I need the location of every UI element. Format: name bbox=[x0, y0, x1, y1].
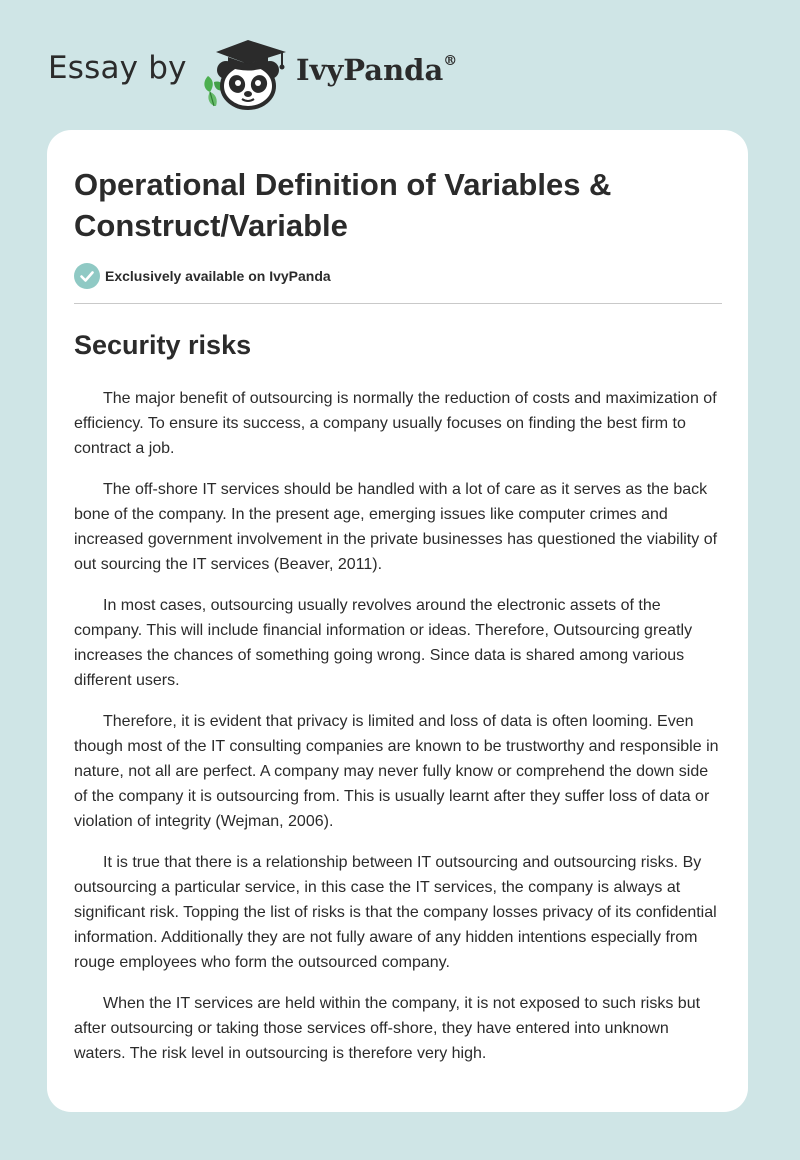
page-title: Operational Definition of Variables & Construct/Variable bbox=[74, 167, 612, 243]
paragraph: In most cases, outsourcing usually revolves around the electronic assets of the company. This will include financial information or ideas. Therefore, Outsourcing greatly increases the chances of something going wrong. Since data is shared among various different users. bbox=[74, 597, 693, 689]
essay-by-label: Essay by bbox=[48, 50, 187, 86]
trademark-symbol: ® bbox=[443, 53, 458, 70]
title-divider bbox=[74, 303, 722, 304]
paragraph: It is true that there is a relationship between IT outsourcing and outsourcing risks. By outsourcing a particular service, in this case the IT services, the company is always at significant risk. Topping the list of risks is that the company losses privacy of its confidential information. Additionally they are not fully aware of any hidden intentions especially from rouge employees who form the outsourced company. bbox=[74, 854, 717, 971]
paragraph: The off-shore IT services should be handled with a lot of care as it serves as the back bone of the company. In the present age, emerging issues like computer crimes and increased government involvement in the private businesses has questioned the viability of out sourcing the IT services (Beaver, 2011). bbox=[74, 481, 718, 573]
section-heading: Security risks bbox=[74, 330, 252, 360]
paragraph: The major benefit of outsourcing is normally the reduction of costs and maximization of efficiency. To ensure its success, a company usually focuses on finding the best firm to contract a job. bbox=[74, 390, 717, 457]
brand-name[interactable] bbox=[296, 53, 457, 87]
exclusive-badge-text: Exclusively available on IvyPanda bbox=[105, 268, 331, 284]
exclusive-badge bbox=[74, 263, 331, 289]
paragraph: When the IT services are held within the company, it is not exposed to such risks but after outsourcing or taking those services off-shore, they have entered into unknown waters. The risk level in outsourcing is therefore very high. bbox=[74, 995, 701, 1062]
article-body bbox=[74, 386, 724, 1082]
brand-label: IvyPanda bbox=[296, 53, 444, 87]
article-card bbox=[47, 130, 748, 1112]
check-circle-icon bbox=[74, 263, 100, 289]
paragraph: Therefore, it is evident that privacy is limited and loss of data is often looming. Even though most of the IT consulting companies are known to be trustworthy and responsible in nature, not all are perfect. A company may never fully know or comprehend the down side of the company it is outsourcing from. This is usually learnt after they suffer loss of data or violation of integrity (Wejman, 2006). bbox=[74, 713, 719, 830]
panda-graduate-icon[interactable] bbox=[202, 36, 294, 110]
site-header bbox=[0, 0, 800, 130]
